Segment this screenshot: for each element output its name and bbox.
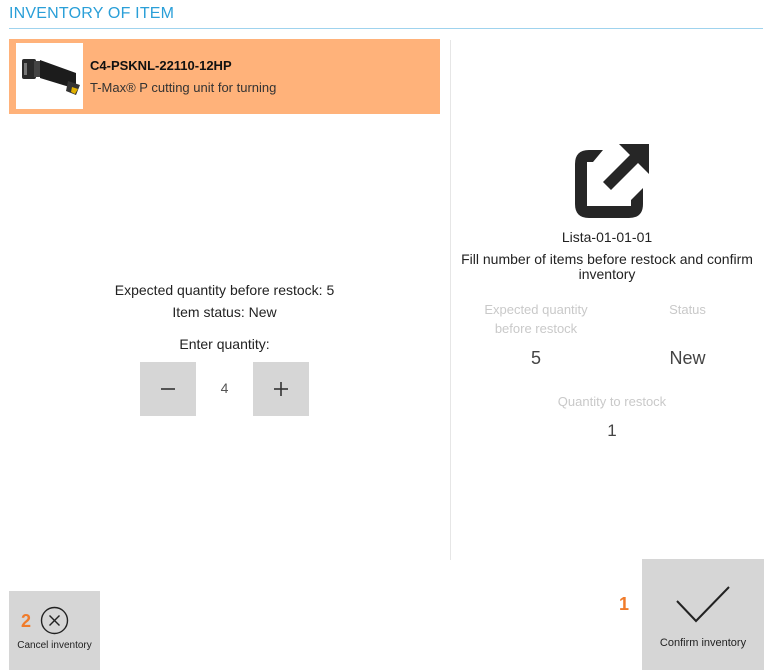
expected-quantity-text: Expected quantity before restock: 5 bbox=[114, 282, 335, 298]
confirm-inventory-label: Confirm inventory bbox=[659, 637, 747, 649]
decrement-button[interactable] bbox=[140, 362, 196, 416]
checkmark-icon bbox=[675, 585, 731, 630]
external-link-icon bbox=[573, 142, 651, 220]
cancel-step-marker: 2 bbox=[21, 611, 32, 631]
status-label: Status bbox=[669, 302, 706, 317]
expected-quantity-label: Expected quantity before restock bbox=[484, 302, 588, 336]
item-description: T-Max® P cutting unit for turning bbox=[90, 80, 277, 95]
page-title: INVENTORY OF ITEM bbox=[9, 5, 175, 22]
confirm-inventory-button[interactable] bbox=[642, 559, 764, 670]
restock-value: 1 bbox=[607, 421, 617, 440]
status-value: New bbox=[669, 348, 706, 368]
plus-icon bbox=[273, 381, 289, 397]
column-divider bbox=[450, 40, 451, 560]
expected-quantity-value: 5 bbox=[530, 348, 541, 368]
list-name: Lista-01-01-01 bbox=[561, 229, 653, 245]
quantity-value[interactable]: 4 bbox=[220, 380, 229, 396]
instructions-text: Fill number of items before restock and confirm inventory bbox=[461, 251, 753, 282]
cancel-inventory-label: Cancel inventory bbox=[17, 640, 92, 651]
tool-holder-image bbox=[16, 43, 83, 109]
item-code: C4-PSKNL-22110-12HP bbox=[90, 58, 232, 73]
close-circle-icon bbox=[40, 606, 69, 640]
enter-quantity-label: Enter quantity: bbox=[179, 336, 270, 352]
item-card bbox=[9, 39, 440, 114]
restock-label: Quantity to restock bbox=[557, 394, 667, 409]
item-status-text: Item status: New bbox=[172, 304, 277, 320]
title-divider bbox=[9, 28, 763, 29]
increment-button[interactable] bbox=[253, 362, 309, 416]
confirm-step-marker: 1 bbox=[619, 594, 630, 614]
minus-icon bbox=[160, 381, 176, 397]
